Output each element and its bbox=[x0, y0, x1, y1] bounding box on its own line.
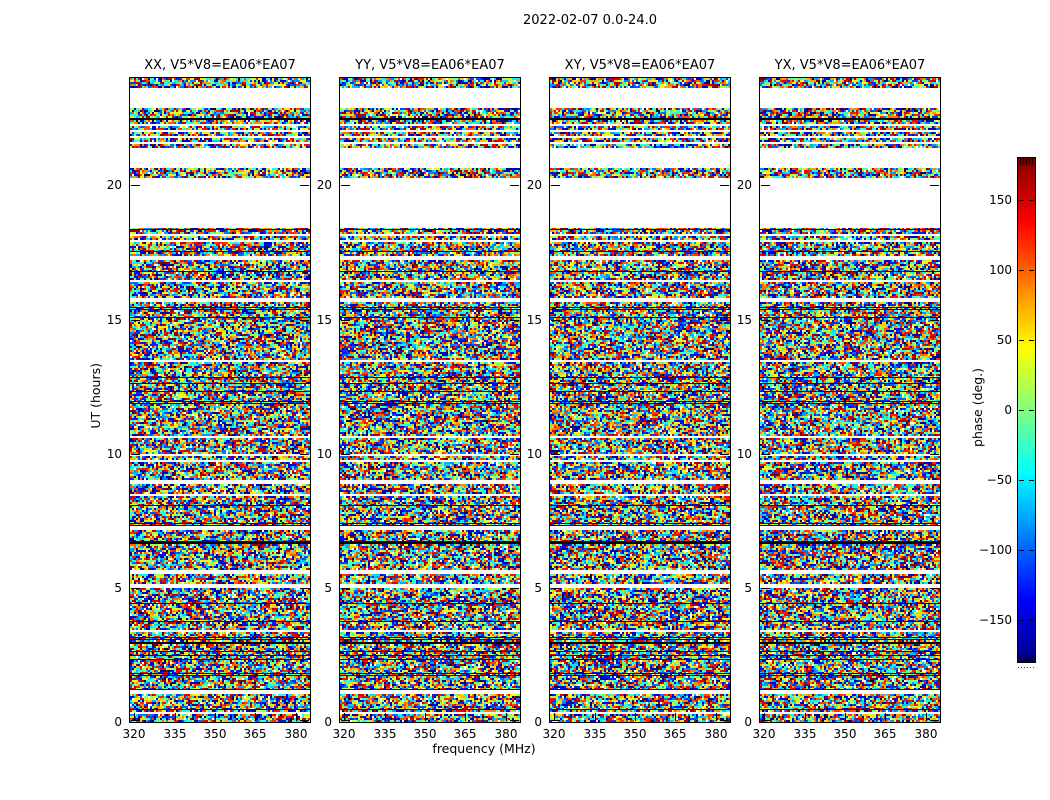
panel-title-xx: XX, V5*V8=EA06*EA07 bbox=[144, 58, 296, 73]
x-tick-label: 380 bbox=[704, 727, 728, 741]
y-tick-mark-right bbox=[930, 185, 939, 186]
y-tick-mark-right bbox=[930, 720, 939, 721]
panel-canvas-yx bbox=[760, 78, 940, 722]
y-tick-mark-left bbox=[761, 454, 770, 455]
panel-title-yy: YY, V5*V8=EA06*EA07 bbox=[355, 58, 505, 73]
x-tick-mark bbox=[215, 713, 216, 721]
x-tick-mark bbox=[675, 713, 676, 721]
panel-canvas-xx bbox=[130, 78, 310, 722]
x-tick-mark bbox=[764, 713, 765, 721]
colorbar-tick-mark-right bbox=[1029, 480, 1034, 481]
x-tick-label: 335 bbox=[373, 727, 397, 741]
panel-xx bbox=[129, 77, 311, 723]
colorbar-tick-mark-right bbox=[1029, 340, 1034, 341]
y-tick-label: 0 bbox=[324, 715, 332, 729]
colorbar-tick-mark-right bbox=[1029, 200, 1034, 201]
y-tick-mark-left bbox=[131, 454, 140, 455]
y-tick-mark-right bbox=[930, 320, 939, 321]
y-tick-label: 20 bbox=[526, 178, 542, 192]
x-tick-mark bbox=[344, 713, 345, 721]
x-tick-label: 365 bbox=[243, 727, 267, 741]
y-tick-mark-left bbox=[761, 185, 770, 186]
panel-canvas-yy bbox=[340, 78, 520, 722]
y-tick-mark-right bbox=[930, 588, 939, 589]
x-tick-label: 335 bbox=[163, 727, 187, 741]
colorbar-tick-mark-right bbox=[1029, 550, 1034, 551]
y-tick-mark-left bbox=[551, 185, 560, 186]
x-tick-label: 320 bbox=[332, 727, 356, 741]
y-tick-label: 20 bbox=[316, 178, 332, 192]
x-tick-label: 320 bbox=[542, 727, 566, 741]
y-tick-mark-left bbox=[761, 720, 770, 721]
y-tick-label: 20 bbox=[106, 178, 122, 192]
x-tick-mark bbox=[926, 713, 927, 721]
y-tick-mark-left bbox=[551, 720, 560, 721]
y-tick-mark-left bbox=[761, 320, 770, 321]
colorbar-tick-mark-left bbox=[1019, 620, 1024, 621]
x-tick-label: 320 bbox=[752, 727, 776, 741]
x-tick-label: 350 bbox=[203, 727, 227, 741]
x-tick-mark bbox=[635, 713, 636, 721]
y-axis-label: UT (hours) bbox=[88, 363, 103, 429]
y-tick-label: 10 bbox=[106, 447, 122, 461]
x-tick-label: 320 bbox=[122, 727, 146, 741]
y-tick-mark-left bbox=[551, 320, 560, 321]
y-tick-mark-left bbox=[341, 320, 350, 321]
x-tick-mark bbox=[175, 713, 176, 721]
colorbar-tick-label: 100 bbox=[989, 263, 1012, 277]
y-tick-mark-left bbox=[341, 185, 350, 186]
colorbar-tick-label: 150 bbox=[989, 193, 1012, 207]
figure-title: 2022-02-07 0.0-24.0 bbox=[523, 13, 657, 28]
y-tick-mark-left bbox=[551, 588, 560, 589]
panel-xy bbox=[549, 77, 731, 723]
colorbar-tick-mark-right bbox=[1029, 620, 1034, 621]
x-tick-mark bbox=[805, 713, 806, 721]
colorbar-tick-mark-left bbox=[1019, 480, 1024, 481]
y-tick-label: 5 bbox=[324, 581, 332, 595]
x-tick-mark bbox=[465, 713, 466, 721]
y-tick-mark-left bbox=[341, 720, 350, 721]
x-tick-label: 335 bbox=[583, 727, 607, 741]
colorbar-tick-label: 0 bbox=[1004, 403, 1012, 417]
colorbar-tick-label: −100 bbox=[979, 543, 1012, 557]
x-tick-label: 380 bbox=[494, 727, 518, 741]
y-tick-label: 15 bbox=[526, 313, 542, 327]
x-tick-label: 350 bbox=[623, 727, 647, 741]
y-tick-mark-left bbox=[131, 320, 140, 321]
x-tick-label: 365 bbox=[663, 727, 687, 741]
panel-title-xy: XY, V5*V8=EA06*EA07 bbox=[564, 58, 716, 73]
y-tick-mark-left bbox=[341, 588, 350, 589]
y-tick-mark-right bbox=[930, 454, 939, 455]
x-tick-mark bbox=[885, 713, 886, 721]
colorbar-tick-mark-left bbox=[1019, 410, 1024, 411]
y-tick-label: 10 bbox=[316, 447, 332, 461]
x-tick-mark bbox=[385, 713, 386, 721]
colorbar-tick-mark-left bbox=[1019, 550, 1024, 551]
y-tick-label: 20 bbox=[736, 178, 752, 192]
y-tick-label: 5 bbox=[114, 581, 122, 595]
x-tick-mark bbox=[595, 713, 596, 721]
y-tick-mark-left bbox=[341, 454, 350, 455]
colorbar-tick-mark-left bbox=[1019, 200, 1024, 201]
x-tick-mark bbox=[134, 713, 135, 721]
panel-yy bbox=[339, 77, 521, 723]
x-tick-label: 350 bbox=[413, 727, 437, 741]
y-tick-mark-left bbox=[131, 185, 140, 186]
x-tick-label: 365 bbox=[453, 727, 477, 741]
y-tick-label: 0 bbox=[114, 715, 122, 729]
y-tick-mark-left bbox=[551, 454, 560, 455]
x-tick-mark bbox=[425, 713, 426, 721]
y-tick-label: 15 bbox=[106, 313, 122, 327]
y-tick-label: 15 bbox=[316, 313, 332, 327]
colorbar-tick-mark-left bbox=[1019, 270, 1024, 271]
panel-title-yx: YX, V5*V8=EA06*EA07 bbox=[774, 58, 926, 73]
y-tick-label: 10 bbox=[526, 447, 542, 461]
x-tick-mark bbox=[255, 713, 256, 721]
colorbar-tick-mark-right bbox=[1029, 410, 1034, 411]
y-tick-label: 0 bbox=[534, 715, 542, 729]
colorbar-dotted-line bbox=[1018, 667, 1036, 668]
x-tick-label: 335 bbox=[793, 727, 817, 741]
y-tick-label: 5 bbox=[744, 581, 752, 595]
y-tick-mark-left bbox=[131, 588, 140, 589]
colorbar-tick-mark-left bbox=[1019, 340, 1024, 341]
x-tick-label: 350 bbox=[833, 727, 857, 741]
y-tick-label: 5 bbox=[534, 581, 542, 595]
colorbar-tick-label: −150 bbox=[979, 613, 1012, 627]
panel-canvas-xy bbox=[550, 78, 730, 722]
y-tick-label: 15 bbox=[736, 313, 752, 327]
x-tick-label: 365 bbox=[873, 727, 897, 741]
y-tick-label: 10 bbox=[736, 447, 752, 461]
y-tick-mark-left bbox=[761, 588, 770, 589]
colorbar-tick-label: 50 bbox=[996, 333, 1012, 347]
colorbar-tick-label: −50 bbox=[986, 473, 1012, 487]
y-tick-mark-left bbox=[131, 720, 140, 721]
panel-yx bbox=[759, 77, 941, 723]
x-axis-label: frequency (MHz) bbox=[432, 741, 536, 756]
y-tick-label: 0 bbox=[744, 715, 752, 729]
colorbar-label: phase (deg.) bbox=[970, 368, 985, 447]
x-tick-label: 380 bbox=[284, 727, 308, 741]
x-tick-mark bbox=[554, 713, 555, 721]
colorbar-tick-mark-right bbox=[1029, 270, 1034, 271]
x-tick-label: 380 bbox=[914, 727, 938, 741]
x-tick-mark bbox=[845, 713, 846, 721]
